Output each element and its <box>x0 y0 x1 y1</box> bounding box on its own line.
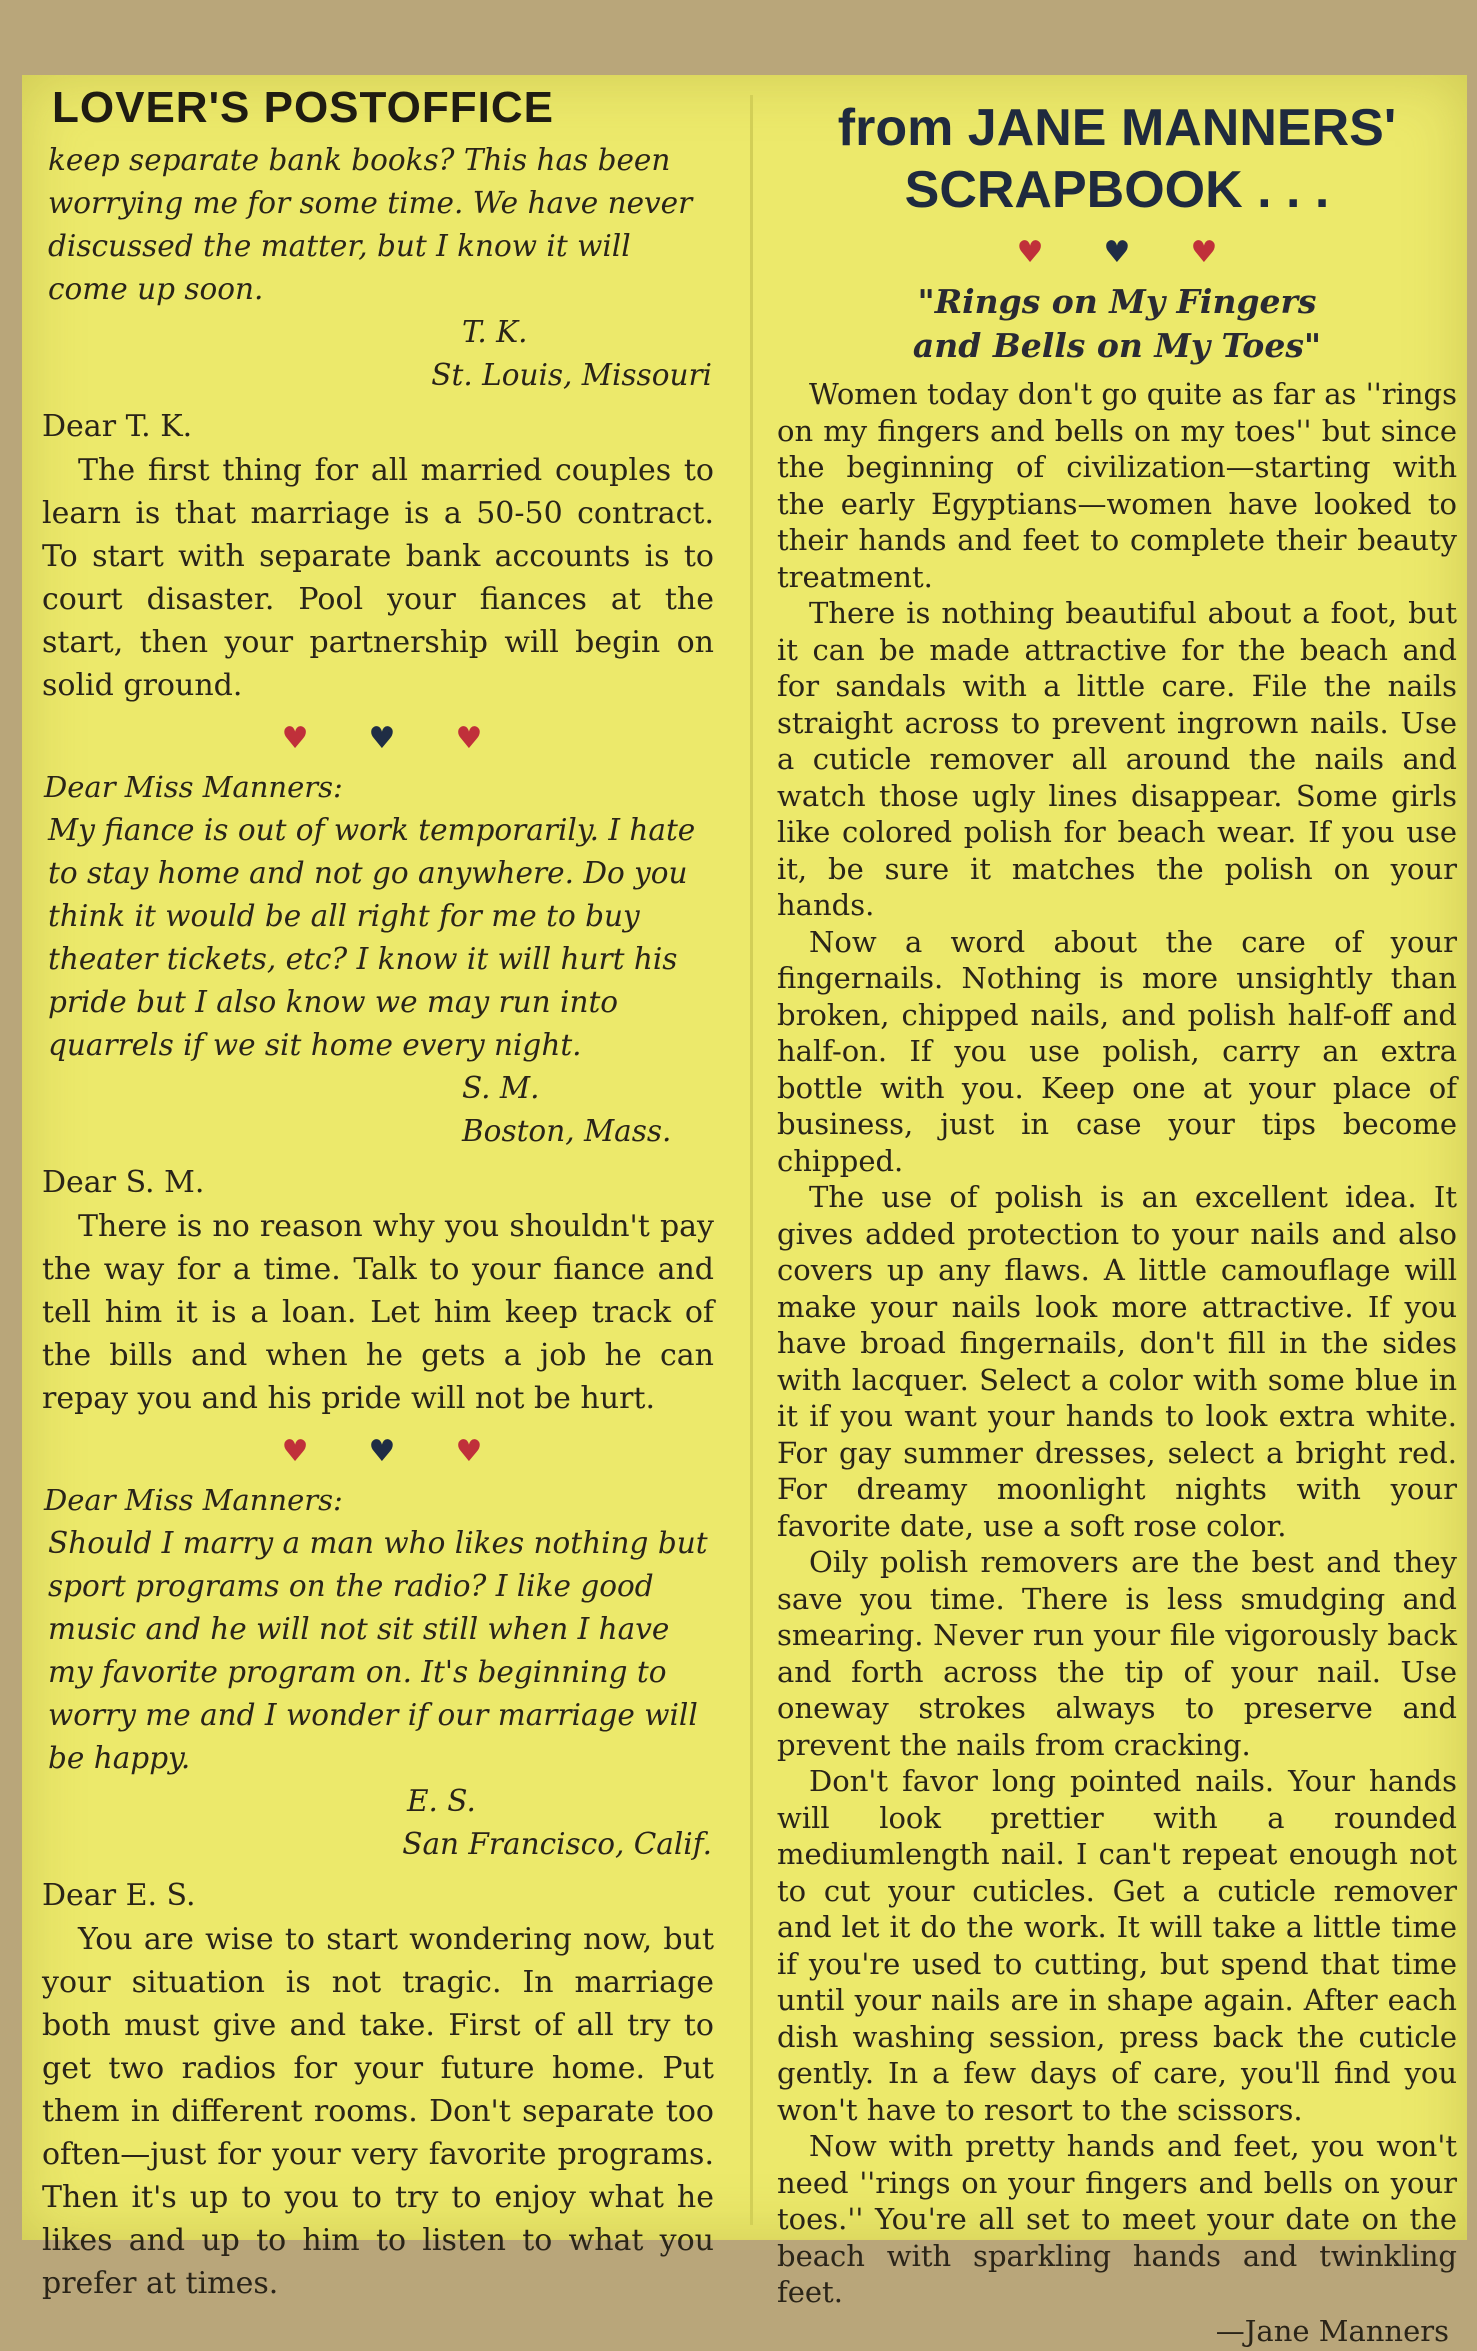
section-title-lovers-postoffice: LOVER'S POSTOFFICE <box>52 83 554 132</box>
subtitle-line-2: and Bells on My Toes" <box>912 326 1322 365</box>
heart-icon: ♥ <box>455 721 543 756</box>
article-signature: —Jane Manners <box>1215 2313 1449 2348</box>
letter-3-text: Should I marry a man who likes nothing but sport programs on the radio? I like good music and he will not sit still when I have my favorite program on. It's beginning to worry me and I wonder if our marriage will be happy. <box>48 1526 708 1775</box>
heart-icon: ♥ <box>455 1434 543 1469</box>
heart-icon: ♥ <box>368 1434 456 1469</box>
left-column <box>32 75 732 2305</box>
heart-icon: ♥ <box>1103 235 1191 270</box>
article-paragraph: There is nothing beautiful about a foot, but it can be made attractive for the beach and for sandals with a little care. File the nails straight across to prevent ingrown nails. Use a cuticle remover all around the nails and watch those ugly lines disappear. Some girls like colored polish for beach wear. If you use it, be sure it matches the polish on your hands. <box>777 596 1457 922</box>
letter-1-place: St. Louis, Missouri <box>431 358 712 392</box>
heart-divider-3 <box>777 235 1457 270</box>
reply-2-text: There is no reason why you shouldn't pay the way for a time. Talk to your fiance and tell him it is a loan. Let him keep track of the bills and when he gets a job he can repay you and his pride will not be hurt. <box>42 1209 714 1416</box>
reply-3-salutation: Dear E. S. <box>42 1878 196 1913</box>
article-paragraph: Oily polish removers are the best and they save you time. There is less smudging and smearing. Never run your file vigorously back and forth across the tip of your nail. Use oneway strokes always to preserve and prevent the nails from cracking. <box>777 1545 1457 1762</box>
article-paragraph: Don't favor long pointed nails. Your hands will look prettier with a rounded mediumlength nail. I can't repeat enough not to cut your cuticles. Get a cuticle remover and let it do the work. It will take a little time if you're used to cutting, but spend that time until your nails are in shape again. After each dish washing session, press back the cuticle gently. In a few days of care, you'll find you won't have to resort to the scissors. <box>777 1764 1457 2127</box>
letter-2-place: Boston, Mass. <box>462 1114 672 1148</box>
letter-2-salutation: Dear Miss Manners: <box>44 770 343 804</box>
title-line-2: SCRAPBOOK . . . <box>904 161 1330 219</box>
reply-3-text: You are wise to start wondering now, but your situation is not tragic. In marriage both must give and take. First of all try to get two radios for your future home. Put them in different rooms. Don't separate too often—just for your very favorite programs. Then it's up to you to try to enjoy what he likes and up to him to listen to what you prefer at times. <box>42 1922 714 2301</box>
reply-1-text: The first thing for all married couples to learn is that marriage is a 50-50 contract. To start with separate bank accounts is to court disaster. Pool your fiances at the start, then your partnership will begin on solid ground. <box>42 453 714 703</box>
title-line-1: from JANE MANNERS' <box>837 99 1397 157</box>
letter-3-place: San Francisco, Calif. <box>402 1827 712 1861</box>
section-title-scrapbook <box>777 97 1457 221</box>
article-body <box>777 376 1457 2311</box>
letter-1-initials: T. K. <box>462 315 528 349</box>
heart-icon: ♥ <box>1016 235 1104 270</box>
heart-divider-1 <box>32 721 732 756</box>
heart-icon: ♥ <box>368 721 456 756</box>
reply-1-salutation: Dear T. K. <box>42 409 193 444</box>
article-paragraph: Women today don't go quite as far as ''rings on my fingers and bells on my toes'' but since the beginning of civilization—starting with the early Egyptians—women have looked to their hands and feet to complete their beauty treatment. <box>777 377 1457 594</box>
subtitle-line-1: "Rings on My Fingers <box>917 282 1317 321</box>
reply-2-salutation: Dear S. M. <box>42 1165 205 1200</box>
article-paragraph: Now with pretty hands and feet, you won't need ''rings on your fingers and bells on your toes.'' You're all set to meet your date on the beach with sparkling hands and twinkling feet. <box>777 2129 1457 2309</box>
heart-icon: ♥ <box>281 1434 369 1469</box>
article-paragraph: The use of polish is an excellent idea. It gives added protection to your nails and also covers up any flaws. A little camouflage will make your nails look more attractive. If you have broad fingernails, don't fill in the sides with lacquer. Select a color with some blue in it if you want your hands to look extra white. For gay summer dresses, select a bright red. For dreamy moonlight nights with your favorite date, use a soft rose color. <box>777 1180 1457 1543</box>
letter-3-salutation: Dear Miss Manners: <box>44 1483 343 1517</box>
column-divider <box>750 95 753 2225</box>
magazine-page <box>22 75 1467 2348</box>
article-subtitle <box>777 280 1457 368</box>
letter-1-text: keep separate bank books? This has been worrying me for some time. We have never discussed the matter, but I know it will come up soon. <box>48 143 693 306</box>
right-column <box>777 75 1457 2351</box>
letter-2-initials: S. M. <box>462 1071 540 1105</box>
heart-divider-2 <box>32 1434 732 1469</box>
letter-2-text: My fiance is out of work temporarily. I hate to stay home and not go anywhere. Do you think it would be all right for me to buy theater tickets, etc? I know it will hurt his pride but I also know we may run into quarrels if we sit home every night. <box>48 813 696 1062</box>
article-paragraph: Now a word about the care of your fingernails. Nothing is more unsightly than broken, chipped nails, and polish half-off and half-on. If you use polish, carry an extra bottle with you. Keep one at your place of business, just in case your tips become chipped. <box>777 924 1457 1178</box>
heart-icon: ♥ <box>1190 235 1278 270</box>
heart-icon: ♥ <box>281 721 369 756</box>
letter-3-initials: E. S. <box>407 1784 476 1818</box>
